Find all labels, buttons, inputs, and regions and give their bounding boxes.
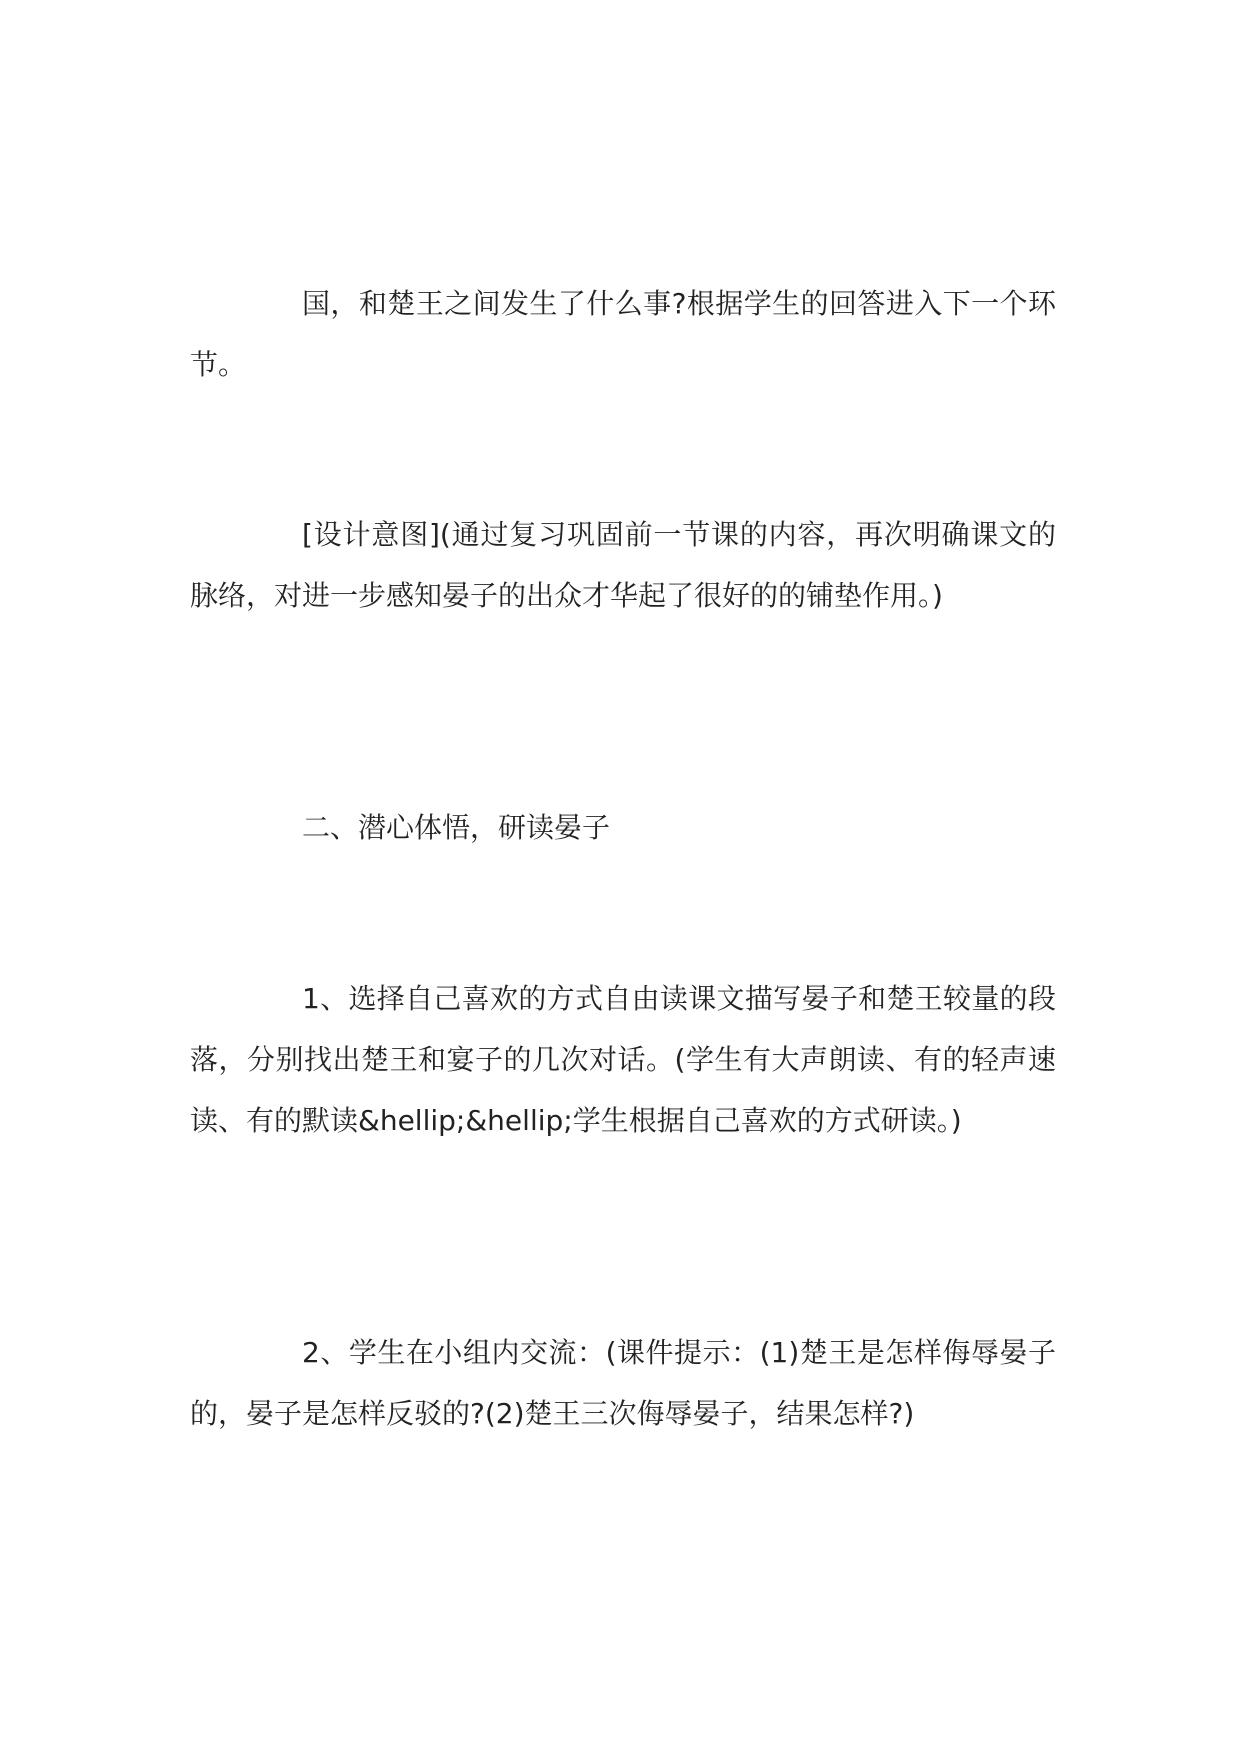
section-heading: 二、潜心体悟，研读晏子 bbox=[302, 811, 611, 844]
paragraph-continuation: 国，和楚王之间发生了什么事?根据学生的回答进入下一个环节。 bbox=[190, 287, 1056, 381]
paragraph-step-1: 1、选择自己喜欢的方式自由读课文描写晏子和楚王较量的段落，分别找出楚王和宴子的几次对话。(学生有大声朗读、有的轻声速读、有的默读&hellip;&hellip;学生根据自己喜欢的方式研读。) bbox=[190, 982, 1056, 1137]
paragraph-design-intent: [设计意图](通过复习巩固前一节课的内容，再次明确课文的脉络，对进一步感知晏子的出众才华起了很好的的铺垫作用。) bbox=[190, 518, 1056, 612]
paragraph-step-2: 2、学生在小组内交流：(课件提示：(1)楚王是怎样侮辱晏子的，晏子是怎样反驳的?(2)楚王三次侮辱晏子，结果怎样?) bbox=[190, 1336, 1056, 1430]
